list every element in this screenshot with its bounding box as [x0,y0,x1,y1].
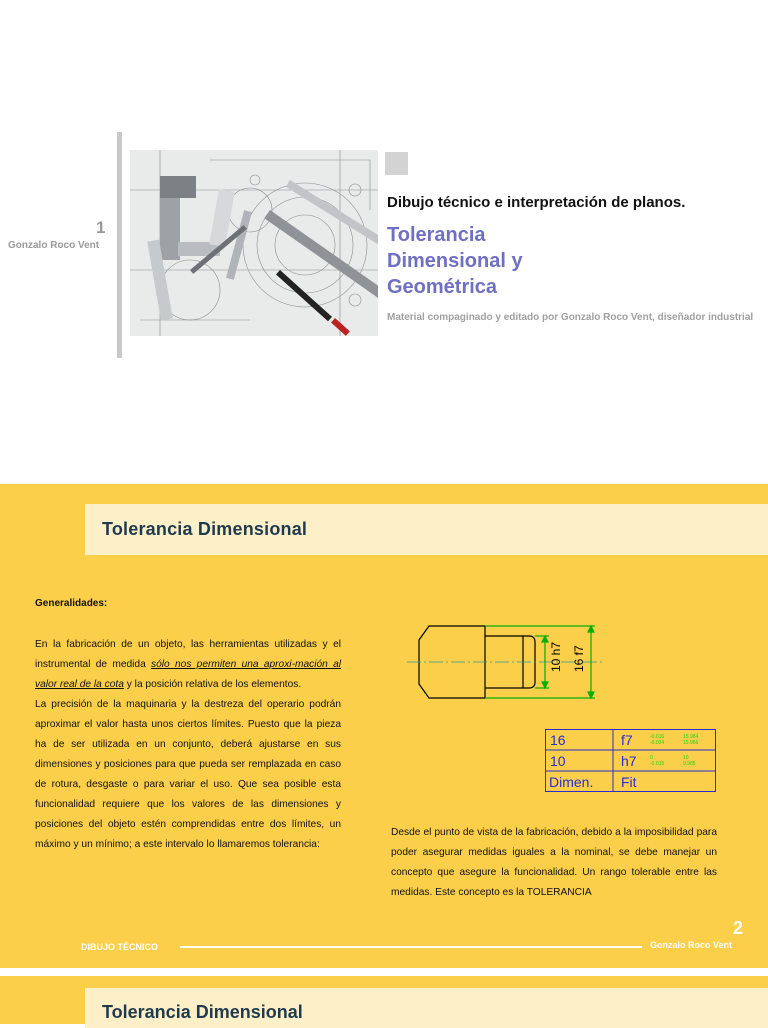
section-title: Tolerancia Dimensional [102,1002,303,1022]
author-name: Gonzalo Roco Vent [8,240,100,251]
body-text [35,635,341,855]
next-page [0,968,768,1024]
vertical-divider [117,132,122,358]
decorative-square [385,152,408,175]
deviation-value: 9.985 [683,761,696,767]
title-line: Tolerancia [387,224,486,246]
footer-author: Gonzalo Roco Vent [650,940,733,950]
paragraph: La precisión de la maquinaria y la destreza del operario podrán aproximar el valor hasta unos ciertos límites. Puesto que la pieza ha de ser utilizada en un conjunto, deberá ajustarse en sus dimensiones y posiciones para que pueda ser remplazada en caso de rotura, desgaste o para variar el uso. Que sea posible esta funcionalidad requiere que los valores de las dimensiones y posiciones del objeto estén comprendidas entre dos límites, un máximo y un mínimo; a este intervalo lo llamaremos tolerancia: [35,699,341,850]
paragraph-text: y la posición relativa de los elementos. [123,679,302,690]
footer-divider [180,946,642,948]
table-cell: 10 [550,753,566,769]
deviation-value: 15.984 [683,734,699,740]
deviation-value: 0 [650,755,653,761]
deviation-value: 15.966 [683,740,699,746]
content-page [0,484,768,968]
credit-line: Material compaginado y editado por Gonzalo Roco Vent, diseñador industrial [387,312,754,323]
emphasis-text: sólo nos permiten una aproxi-mación al valor real de la cota [35,659,341,690]
table-cell: f7 [621,732,633,748]
section-header [85,988,768,1028]
caliper-micrometer-photo [130,150,378,336]
section-header [85,504,768,555]
footer-course: DIBUJO TÉCNICO [81,942,159,952]
section-title: Tolerancia Dimensional [102,519,308,539]
dimension-label: 10 h7 [549,641,563,672]
deviation-value: -0.016 [650,734,665,740]
tolerance-definition-text: Desde el punto de vista de la fabricación, debido a la imposibilidad para poder asegurar medidas iguales a la nominal, se debe manejar un concepto que asegure la funcionalidad. Un rango tolerable entre las medidas. Este concepto es la TOLERANCIA [391,827,717,898]
table-cell: Dimen. [549,774,594,790]
paragraph [35,635,341,695]
subsection-heading: Generalidades: [35,598,108,609]
course-title: Dibujo técnico e interpretación de planos. [387,194,686,211]
paragraph-text: En la fabricación de un objeto, las herramientas utilizadas y el instrumental de medida [35,639,341,670]
fit-table [545,729,716,792]
page-number: 1 [96,218,106,237]
document-title [387,222,523,300]
shaft-technical-drawing [405,614,605,710]
table-cell: h7 [621,753,637,769]
cover-page [0,0,768,484]
title-line: Dimensional y [387,250,523,272]
dimension-label: 16 f7 [572,645,586,672]
page-number: 2 [733,918,744,938]
deviation-value: 10 [683,755,689,761]
table-cell: 16 [550,732,566,748]
deviation-value: -0.034 [650,740,665,746]
title-line: Geométrica [387,276,498,298]
table-cell: Fit [621,774,637,790]
deviation-value: -0.015 [650,761,665,767]
